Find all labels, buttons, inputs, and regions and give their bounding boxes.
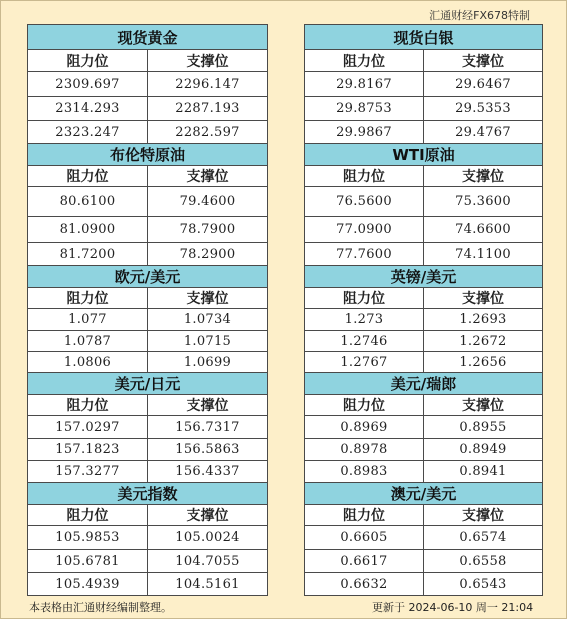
- table-row: [305, 352, 543, 373]
- support-value: 74.1100: [424, 243, 543, 266]
- support-value: 104.7055: [148, 550, 268, 573]
- support-header: 支撑位: [148, 395, 268, 416]
- table-row: [28, 217, 268, 243]
- section-title-row: [28, 25, 268, 50]
- resistance-value: 1.0787: [28, 331, 148, 352]
- table-row: [305, 550, 543, 573]
- table-row: [28, 526, 268, 550]
- levels-table-right: [304, 24, 543, 596]
- support-header: 支撑位: [424, 395, 543, 416]
- section-title: 现货黄金: [28, 25, 268, 50]
- resistance-value: 0.6617: [305, 550, 424, 573]
- support-value: 79.4600: [148, 187, 268, 217]
- resistance-value: 105.4939: [28, 573, 148, 596]
- table-row: [28, 331, 268, 352]
- levels-table-left-body: [28, 25, 268, 596]
- section-title-row: [28, 266, 268, 288]
- column-header-row: [305, 50, 543, 72]
- table-row: [305, 217, 543, 243]
- resistance-header: 阻力位: [28, 288, 148, 309]
- table-row: [28, 187, 268, 217]
- support-header: 支撑位: [148, 166, 268, 187]
- resistance-value: 29.8753: [305, 97, 424, 121]
- column-header-row: [28, 288, 268, 309]
- support-header: 支撑位: [424, 505, 543, 526]
- support-header: 支撑位: [148, 50, 268, 72]
- resistance-value: 0.8983: [305, 461, 424, 483]
- column-header-row: [28, 395, 268, 416]
- section-title-row: [305, 144, 543, 166]
- resistance-value: 0.6605: [305, 526, 424, 550]
- support-value: 0.6543: [424, 573, 543, 596]
- table-row: [28, 550, 268, 573]
- resistance-value: 29.9867: [305, 121, 424, 144]
- resistance-value: 2314.293: [28, 97, 148, 121]
- support-value: 1.2656: [424, 352, 543, 373]
- table-row: [28, 461, 268, 483]
- column-header-row: [305, 166, 543, 187]
- resistance-value: 1.2767: [305, 352, 424, 373]
- support-value: 1.2672: [424, 331, 543, 352]
- table-row: [305, 461, 543, 483]
- table-row: [305, 331, 543, 352]
- support-value: 75.3600: [424, 187, 543, 217]
- resistance-value: 76.5600: [305, 187, 424, 217]
- section-title-row: [305, 373, 543, 395]
- support-value: 78.7900: [148, 217, 268, 243]
- support-header: 支撑位: [148, 505, 268, 526]
- resistance-value: 157.1823: [28, 439, 148, 461]
- resistance-header: 阻力位: [28, 166, 148, 187]
- table-row: [305, 309, 543, 331]
- table-row: [28, 243, 268, 266]
- section-title: 英镑/美元: [305, 266, 543, 288]
- table-row: [305, 526, 543, 550]
- support-value: 105.0024: [148, 526, 268, 550]
- footer-updated: 更新于 2024-06-10 周一 21:04: [372, 601, 534, 614]
- support-value: 1.0734: [148, 309, 268, 331]
- resistance-value: 81.7200: [28, 243, 148, 266]
- support-value: 29.4767: [424, 121, 543, 144]
- resistance-value: 29.8167: [305, 72, 424, 97]
- resistance-value: 2309.697: [28, 72, 148, 97]
- resistance-header: 阻力位: [305, 288, 424, 309]
- levels-table-right-body: [305, 25, 543, 596]
- support-value: 74.6600: [424, 217, 543, 243]
- column-header-row: [28, 166, 268, 187]
- resistance-value: 0.6632: [305, 573, 424, 596]
- resistance-header: 阻力位: [305, 50, 424, 72]
- table-row: [305, 97, 543, 121]
- column-header-row: [305, 288, 543, 309]
- section-title-row: [28, 144, 268, 166]
- table-row: [28, 439, 268, 461]
- column-header-row: [305, 505, 543, 526]
- section-title-row: [28, 483, 268, 505]
- support-header: 支撑位: [424, 288, 543, 309]
- levels-table-left: [27, 24, 268, 596]
- support-value: 0.6558: [424, 550, 543, 573]
- resistance-header: 阻力位: [305, 395, 424, 416]
- support-value: 0.6574: [424, 526, 543, 550]
- resistance-value: 0.8969: [305, 416, 424, 439]
- resistance-header: 阻力位: [28, 395, 148, 416]
- table-row: [305, 121, 543, 144]
- table-row: [305, 439, 543, 461]
- section-title: 现货白银: [305, 25, 543, 50]
- section-title: WTI原油: [305, 144, 543, 166]
- table-row: [305, 416, 543, 439]
- support-value: 1.2693: [424, 309, 543, 331]
- section-title-row: [305, 483, 543, 505]
- resistance-value: 81.0900: [28, 217, 148, 243]
- table-row: [305, 187, 543, 217]
- resistance-value: 77.7600: [305, 243, 424, 266]
- table-row: [28, 72, 268, 97]
- resistance-value: 105.6781: [28, 550, 148, 573]
- table-row: [28, 573, 268, 596]
- resistance-header: 阻力位: [28, 50, 148, 72]
- support-header: 支撑位: [148, 288, 268, 309]
- resistance-header: 阻力位: [28, 505, 148, 526]
- section-title: 美元/日元: [28, 373, 268, 395]
- section-title-row: [305, 25, 543, 50]
- resistance-value: 0.8978: [305, 439, 424, 461]
- resistance-value: 1.0806: [28, 352, 148, 373]
- resistance-value: 80.6100: [28, 187, 148, 217]
- support-value: 104.5161: [148, 573, 268, 596]
- footer-note: 本表格由汇通财经编制整理。: [29, 601, 172, 614]
- section-title: 澳元/美元: [305, 483, 543, 505]
- section-title: 布伦特原油: [28, 144, 268, 166]
- support-header: 支撑位: [424, 50, 543, 72]
- support-value: 1.0699: [148, 352, 268, 373]
- resistance-header: 阻力位: [305, 505, 424, 526]
- support-value: 78.2900: [148, 243, 268, 266]
- column-header-row: [28, 505, 268, 526]
- watermark: 汇通财经FX678特制: [429, 9, 530, 22]
- support-value: 0.8949: [424, 439, 543, 461]
- table-row: [305, 72, 543, 97]
- support-value: 0.8941: [424, 461, 543, 483]
- support-value: 156.7317: [148, 416, 268, 439]
- resistance-header: 阻力位: [305, 166, 424, 187]
- section-title-row: [28, 373, 268, 395]
- table-row: [305, 243, 543, 266]
- resistance-value: 157.0297: [28, 416, 148, 439]
- resistance-value: 157.3277: [28, 461, 148, 483]
- support-value: 2287.193: [148, 97, 268, 121]
- table-row: [28, 121, 268, 144]
- support-value: 156.5863: [148, 439, 268, 461]
- section-title-row: [305, 266, 543, 288]
- support-value: 1.0715: [148, 331, 268, 352]
- support-value: 2282.597: [148, 121, 268, 144]
- support-value: 29.5353: [424, 97, 543, 121]
- column-header-row: [28, 50, 268, 72]
- section-title: 美元指数: [28, 483, 268, 505]
- column-header-row: [305, 395, 543, 416]
- table-row: [28, 97, 268, 121]
- resistance-value: 2323.247: [28, 121, 148, 144]
- table-row: [28, 416, 268, 439]
- resistance-value: 77.0900: [305, 217, 424, 243]
- table-row: [28, 352, 268, 373]
- support-header: 支撑位: [424, 166, 543, 187]
- support-value: 156.4337: [148, 461, 268, 483]
- resistance-value: 1.2746: [305, 331, 424, 352]
- support-value: 29.6467: [424, 72, 543, 97]
- resistance-value: 105.9853: [28, 526, 148, 550]
- section-title: 欧元/美元: [28, 266, 268, 288]
- section-title: 美元/瑞郎: [305, 373, 543, 395]
- support-value: 2296.147: [148, 72, 268, 97]
- resistance-value: 1.273: [305, 309, 424, 331]
- table-row: [28, 309, 268, 331]
- table-row: [305, 573, 543, 596]
- resistance-value: 1.077: [28, 309, 148, 331]
- support-value: 0.8955: [424, 416, 543, 439]
